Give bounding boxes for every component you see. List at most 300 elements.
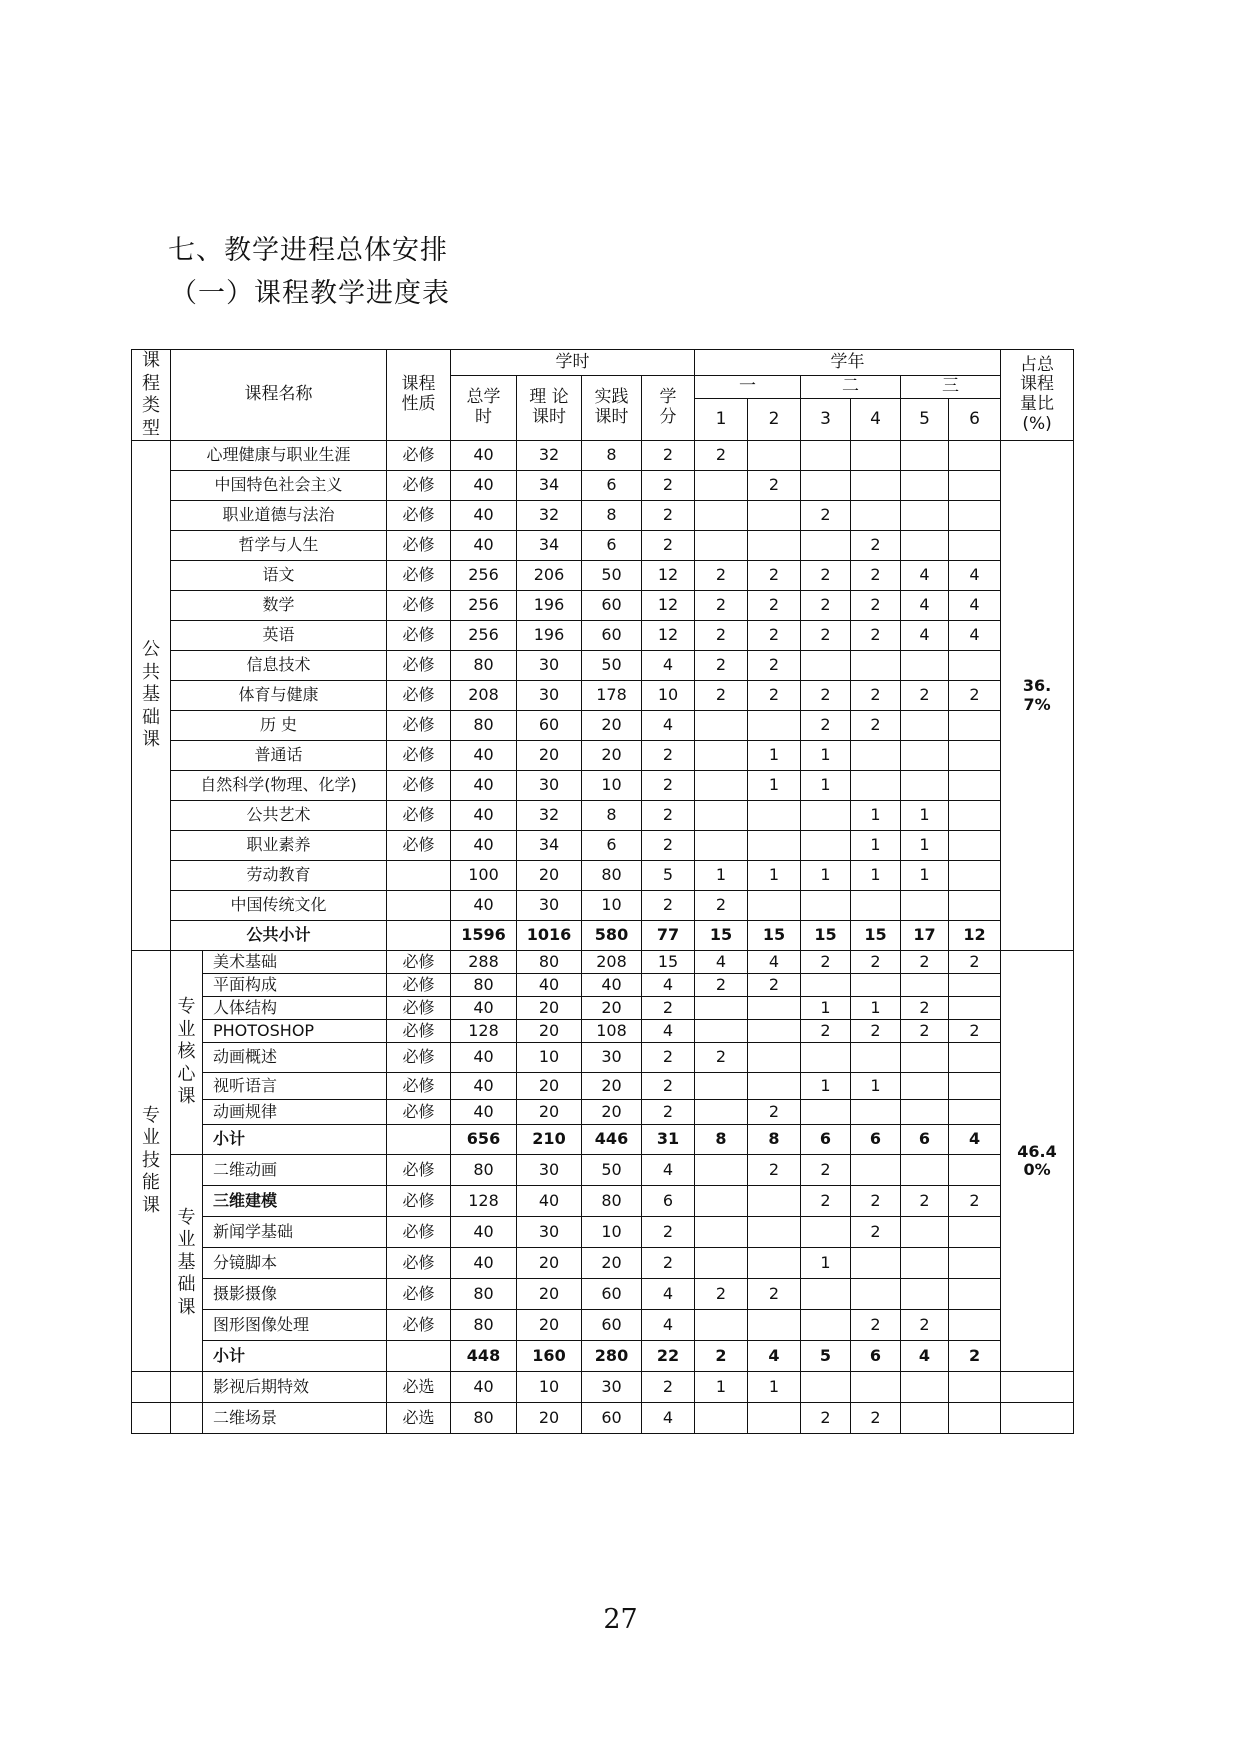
- practice-hours: 8: [582, 801, 642, 831]
- credits: 2: [642, 801, 695, 831]
- semester-hours: [949, 1279, 1001, 1310]
- course-name: 职业道德与法治: [171, 501, 387, 531]
- semester-hours: 1: [851, 997, 901, 1020]
- semester-hours: [695, 501, 748, 531]
- practice-hours: 20: [582, 1073, 642, 1100]
- semester-hours: 1: [748, 1372, 801, 1403]
- total-hours: 448: [451, 1341, 517, 1372]
- semester-hours: [949, 1155, 1001, 1186]
- course-nature: 必修: [387, 621, 451, 651]
- header-year-3: 三: [901, 376, 1001, 399]
- total-hours: 288: [451, 951, 517, 974]
- table-row: [132, 591, 1074, 621]
- course-name: 信息技术: [171, 651, 387, 681]
- credits: 2: [642, 1372, 695, 1403]
- course-name: 公共艺术: [171, 801, 387, 831]
- header-semester: 1: [695, 399, 748, 441]
- semester-hours: 2: [901, 1310, 949, 1341]
- semester-hours: [801, 1279, 851, 1310]
- credits: 6: [642, 1186, 695, 1217]
- table-row: [132, 891, 1074, 921]
- semester-hours: 1: [901, 831, 949, 861]
- table-row: [132, 561, 1074, 591]
- semester-hours: [901, 1403, 949, 1434]
- course-nature: [387, 1341, 451, 1372]
- practice-hours: 20: [582, 1248, 642, 1279]
- semester-hours: [901, 501, 949, 531]
- course-nature: [387, 891, 451, 921]
- table-row: [132, 1248, 1074, 1279]
- semester-hours: 2: [949, 1341, 1001, 1372]
- course-nature: 必修: [387, 801, 451, 831]
- total-hours: 40: [451, 531, 517, 561]
- semester-hours: [901, 711, 949, 741]
- semester-hours: [801, 651, 851, 681]
- course-name: 职业素养: [171, 831, 387, 861]
- semester-hours: 2: [801, 951, 851, 974]
- semester-hours: 8: [695, 1125, 748, 1155]
- semester-hours: 1: [901, 861, 949, 891]
- table-row: [132, 997, 1074, 1020]
- course-name: 公共小计: [171, 921, 387, 951]
- credits: 77: [642, 921, 695, 951]
- semester-hours: 2: [748, 471, 801, 501]
- total-hours: 40: [451, 831, 517, 861]
- semester-hours: 2: [901, 681, 949, 711]
- practice-hours: 208: [582, 951, 642, 974]
- credits: 10: [642, 681, 695, 711]
- table-row: [132, 1155, 1074, 1186]
- semester-hours: 1: [748, 771, 801, 801]
- semester-hours: [949, 711, 1001, 741]
- semester-hours: 2: [801, 681, 851, 711]
- course-name: 视听语言: [203, 1073, 387, 1100]
- semester-hours: 1: [748, 741, 801, 771]
- semester-hours: [851, 891, 901, 921]
- semester-hours: 1: [851, 831, 901, 861]
- semester-hours: 6: [851, 1125, 901, 1155]
- total-hours: 40: [451, 801, 517, 831]
- header-semester: 3: [801, 399, 851, 441]
- table-row: [132, 771, 1074, 801]
- course-nature: 必修: [387, 1279, 451, 1310]
- practice-hours: 10: [582, 891, 642, 921]
- practice-hours: 10: [582, 1217, 642, 1248]
- semester-hours: [949, 831, 1001, 861]
- total-hours: 256: [451, 561, 517, 591]
- semester-hours: [801, 1372, 851, 1403]
- semester-hours: [901, 891, 949, 921]
- total-hours: 40: [451, 1372, 517, 1403]
- semester-hours: [695, 801, 748, 831]
- total-hours: 40: [451, 771, 517, 801]
- theory-hours: 32: [517, 501, 582, 531]
- header-year-2: 二: [801, 376, 901, 399]
- semester-hours: 1: [801, 1073, 851, 1100]
- semester-hours: [949, 1310, 1001, 1341]
- credits: 4: [642, 1020, 695, 1043]
- semester-hours: 2: [801, 501, 851, 531]
- theory-hours: 34: [517, 471, 582, 501]
- semester-hours: [695, 997, 748, 1020]
- practice-hours: 178: [582, 681, 642, 711]
- total-hours: 80: [451, 1403, 517, 1434]
- semester-hours: 4: [901, 591, 949, 621]
- semester-hours: [695, 1155, 748, 1186]
- table-row: [132, 1100, 1074, 1125]
- semester-hours: 1: [695, 861, 748, 891]
- credits: 2: [642, 501, 695, 531]
- semester-hours: [801, 1043, 851, 1073]
- course-name: 美术基础: [203, 951, 387, 974]
- semester-hours: [801, 831, 851, 861]
- practice-hours: 580: [582, 921, 642, 951]
- practice-hours: 60: [582, 621, 642, 651]
- semester-hours: 2: [695, 891, 748, 921]
- total-hours: 656: [451, 1125, 517, 1155]
- course-name: 二维动画: [203, 1155, 387, 1186]
- course-nature: [387, 921, 451, 951]
- semester-hours: [801, 531, 851, 561]
- course-name: 小计: [203, 1341, 387, 1372]
- semester-hours: [901, 651, 949, 681]
- total-hours: 40: [451, 501, 517, 531]
- semester-hours: 2: [801, 621, 851, 651]
- course-name: 摄影摄像: [203, 1279, 387, 1310]
- semester-hours: 2: [801, 711, 851, 741]
- theory-hours: 20: [517, 1073, 582, 1100]
- theory-hours: 20: [517, 861, 582, 891]
- subsection-heading: （一）课程教学进度表: [170, 278, 450, 309]
- semester-hours: [901, 1100, 949, 1125]
- semester-hours: [901, 471, 949, 501]
- course-name: 英语: [171, 621, 387, 651]
- empty-cell: [132, 1403, 171, 1434]
- semester-hours: 1: [901, 801, 949, 831]
- theory-hours: 34: [517, 531, 582, 561]
- empty-cell: [171, 1403, 203, 1434]
- practice-hours: 30: [582, 1043, 642, 1073]
- header-hours: 学时: [451, 350, 695, 376]
- course-nature: 必修: [387, 441, 451, 471]
- semester-hours: [851, 1248, 901, 1279]
- practice-hours: 50: [582, 1155, 642, 1186]
- practice-hours: 8: [582, 441, 642, 471]
- credits: 2: [642, 1217, 695, 1248]
- semester-hours: 2: [901, 951, 949, 974]
- practice-hours: 20: [582, 997, 642, 1020]
- semester-hours: [949, 997, 1001, 1020]
- course-name: 图形图像处理: [203, 1310, 387, 1341]
- table-row: [132, 681, 1074, 711]
- header-semester: 5: [901, 399, 949, 441]
- semester-hours: [851, 1372, 901, 1403]
- semester-hours: 1: [801, 997, 851, 1020]
- empty-cell: [171, 1372, 203, 1403]
- total-hours: 128: [451, 1020, 517, 1043]
- semester-hours: [949, 1073, 1001, 1100]
- theory-hours: 30: [517, 651, 582, 681]
- semester-hours: [949, 1403, 1001, 1434]
- course-nature: 必修: [387, 831, 451, 861]
- semester-hours: 2: [748, 974, 801, 997]
- header-total-hours: 总学时: [451, 376, 517, 441]
- semester-hours: 2: [748, 651, 801, 681]
- credits: 4: [642, 974, 695, 997]
- semester-hours: 6: [851, 1341, 901, 1372]
- practice-hours: 280: [582, 1341, 642, 1372]
- semester-hours: 6: [901, 1125, 949, 1155]
- practice-hours: 30: [582, 1372, 642, 1403]
- total-hours: 40: [451, 1073, 517, 1100]
- course-name: PHOTOSHOP: [203, 1020, 387, 1043]
- empty-cell: [1001, 1403, 1074, 1434]
- header-course-name: 课程名称: [171, 350, 387, 441]
- semester-hours: [949, 531, 1001, 561]
- semester-hours: 1: [748, 861, 801, 891]
- semester-hours: [949, 1100, 1001, 1125]
- semester-hours: 1: [851, 861, 901, 891]
- theory-hours: 10: [517, 1043, 582, 1073]
- semester-hours: [748, 711, 801, 741]
- theory-hours: 1016: [517, 921, 582, 951]
- semester-hours: 2: [801, 1155, 851, 1186]
- table-row: [132, 951, 1074, 974]
- table-row: [132, 1341, 1074, 1372]
- semester-hours: [748, 1073, 801, 1100]
- credits: 2: [642, 831, 695, 861]
- semester-hours: [748, 1020, 801, 1043]
- semester-hours: [748, 501, 801, 531]
- credits: 4: [642, 1155, 695, 1186]
- total-hours: 80: [451, 1155, 517, 1186]
- semester-hours: 2: [851, 1310, 901, 1341]
- semester-hours: [949, 1217, 1001, 1248]
- total-hours: 40: [451, 997, 517, 1020]
- total-hours: 40: [451, 741, 517, 771]
- course-nature: 必修: [387, 1100, 451, 1125]
- practice-hours: 80: [582, 861, 642, 891]
- semester-hours: 2: [748, 1155, 801, 1186]
- course-nature: [387, 1125, 451, 1155]
- credits: 22: [642, 1341, 695, 1372]
- table-row: [132, 1310, 1074, 1341]
- credits: 2: [642, 891, 695, 921]
- semester-hours: [695, 1310, 748, 1341]
- semester-hours: 4: [949, 591, 1001, 621]
- semester-hours: 2: [695, 591, 748, 621]
- semester-hours: 2: [851, 1403, 901, 1434]
- course-name: 中国特色社会主义: [171, 471, 387, 501]
- course-name: 人体结构: [203, 997, 387, 1020]
- table-row: [132, 1186, 1074, 1217]
- semester-hours: [801, 471, 851, 501]
- theory-hours: 20: [517, 1020, 582, 1043]
- semester-hours: 2: [901, 1186, 949, 1217]
- theory-hours: 34: [517, 831, 582, 861]
- theory-hours: 20: [517, 1310, 582, 1341]
- total-hours: 256: [451, 621, 517, 651]
- semester-hours: [949, 861, 1001, 891]
- semester-hours: 8: [748, 1125, 801, 1155]
- theory-hours: 206: [517, 561, 582, 591]
- table-row: [132, 1125, 1074, 1155]
- header-practice-hours: 实践课时: [582, 376, 642, 441]
- semester-hours: [748, 1186, 801, 1217]
- course-nature: 必修: [387, 974, 451, 997]
- practice-hours: 20: [582, 741, 642, 771]
- course-type-public: 公共基础课: [132, 441, 171, 951]
- semester-hours: [901, 1155, 949, 1186]
- semester-hours: 2: [949, 951, 1001, 974]
- course-nature: 必修: [387, 951, 451, 974]
- semester-hours: [851, 471, 901, 501]
- header-course-nature: 课程性质: [387, 350, 451, 441]
- semester-hours: 2: [695, 1341, 748, 1372]
- semester-hours: [748, 891, 801, 921]
- table-row: [132, 1403, 1074, 1434]
- semester-hours: [851, 1279, 901, 1310]
- semester-hours: 2: [748, 1100, 801, 1125]
- semester-hours: [695, 531, 748, 561]
- course-nature: 必修: [387, 651, 451, 681]
- theory-hours: 20: [517, 1248, 582, 1279]
- semester-hours: [748, 1403, 801, 1434]
- course-nature: 必修: [387, 741, 451, 771]
- table-row: [132, 471, 1074, 501]
- theory-hours: 30: [517, 681, 582, 711]
- semester-hours: [695, 1403, 748, 1434]
- header-credits: 学分: [642, 376, 695, 441]
- course-name: 动画概述: [203, 1043, 387, 1073]
- semester-hours: 2: [748, 681, 801, 711]
- semester-hours: [851, 651, 901, 681]
- total-hours: 100: [451, 861, 517, 891]
- semester-hours: 2: [949, 1186, 1001, 1217]
- semester-hours: [801, 1310, 851, 1341]
- semester-hours: 2: [748, 1279, 801, 1310]
- semester-hours: 15: [748, 921, 801, 951]
- total-hours: 40: [451, 1248, 517, 1279]
- semester-hours: [851, 501, 901, 531]
- practice-hours: 60: [582, 1310, 642, 1341]
- table-row: [132, 1043, 1074, 1073]
- total-hours: 80: [451, 711, 517, 741]
- semester-hours: [851, 771, 901, 801]
- semester-hours: 2: [851, 1186, 901, 1217]
- semester-hours: 2: [851, 561, 901, 591]
- total-hours: 1596: [451, 921, 517, 951]
- theory-hours: 20: [517, 1279, 582, 1310]
- table-row: [132, 531, 1074, 561]
- practice-hours: 60: [582, 1403, 642, 1434]
- semester-hours: 2: [748, 561, 801, 591]
- semester-hours: 4: [949, 1125, 1001, 1155]
- total-hours: 80: [451, 1310, 517, 1341]
- course-name: 三维建模: [203, 1186, 387, 1217]
- semester-hours: 2: [801, 1020, 851, 1043]
- credits: 2: [642, 1073, 695, 1100]
- semester-hours: [949, 974, 1001, 997]
- semester-hours: 2: [801, 1403, 851, 1434]
- semester-hours: 1: [851, 801, 901, 831]
- semester-hours: [851, 741, 901, 771]
- credits: 12: [642, 621, 695, 651]
- semester-hours: 2: [901, 1020, 949, 1043]
- credits: 2: [642, 471, 695, 501]
- semester-hours: [901, 741, 949, 771]
- table-row: [132, 974, 1074, 997]
- header-theory-hours: 理 论课时: [517, 376, 582, 441]
- total-hours: 80: [451, 651, 517, 681]
- page-number: 27: [603, 1604, 638, 1635]
- semester-hours: 15: [801, 921, 851, 951]
- semester-hours: [748, 1248, 801, 1279]
- course-nature: 必修: [387, 1310, 451, 1341]
- semester-hours: [949, 891, 1001, 921]
- credits: 12: [642, 561, 695, 591]
- semester-hours: 4: [901, 1341, 949, 1372]
- semester-hours: [949, 1043, 1001, 1073]
- semester-hours: [949, 651, 1001, 681]
- course-nature: 必修: [387, 1155, 451, 1186]
- semester-hours: 4: [901, 621, 949, 651]
- semester-hours: 1: [851, 1073, 901, 1100]
- semester-hours: [695, 1073, 748, 1100]
- semester-hours: 12: [949, 921, 1001, 951]
- course-name: 语文: [171, 561, 387, 591]
- course-nature: 必修: [387, 1186, 451, 1217]
- semester-hours: 1: [801, 741, 851, 771]
- course-name: 劳动教育: [171, 861, 387, 891]
- semester-hours: [901, 531, 949, 561]
- semester-hours: [801, 441, 851, 471]
- semester-hours: 2: [695, 651, 748, 681]
- course-name: 分镜脚本: [203, 1248, 387, 1279]
- semester-hours: [949, 501, 1001, 531]
- section-heading: 七、教学进程总体安排: [168, 235, 448, 266]
- semester-hours: [695, 1217, 748, 1248]
- semester-hours: [748, 831, 801, 861]
- semester-hours: [748, 531, 801, 561]
- semester-hours: [851, 974, 901, 997]
- semester-hours: 4: [695, 951, 748, 974]
- semester-hours: [748, 1217, 801, 1248]
- semester-hours: 15: [695, 921, 748, 951]
- total-hours: 40: [451, 471, 517, 501]
- semester-hours: [901, 1248, 949, 1279]
- table-row: [132, 1073, 1074, 1100]
- semester-hours: 2: [851, 711, 901, 741]
- theory-hours: 30: [517, 891, 582, 921]
- credits: 12: [642, 591, 695, 621]
- practice-hours: 50: [582, 651, 642, 681]
- credits: 2: [642, 997, 695, 1020]
- ratio-public: 36.7%: [1001, 441, 1074, 951]
- theory-hours: 210: [517, 1125, 582, 1155]
- semester-hours: 2: [949, 1020, 1001, 1043]
- header-year: 学年: [695, 350, 1001, 376]
- course-nature: 必修: [387, 1248, 451, 1279]
- course-name: 中国传统文化: [171, 891, 387, 921]
- course-name: 动画规律: [203, 1100, 387, 1125]
- semester-hours: 5: [801, 1341, 851, 1372]
- course-nature: 必修: [387, 681, 451, 711]
- semester-hours: [748, 1310, 801, 1341]
- course-name: 哲学与人生: [171, 531, 387, 561]
- semester-hours: 2: [851, 591, 901, 621]
- semester-hours: 4: [949, 561, 1001, 591]
